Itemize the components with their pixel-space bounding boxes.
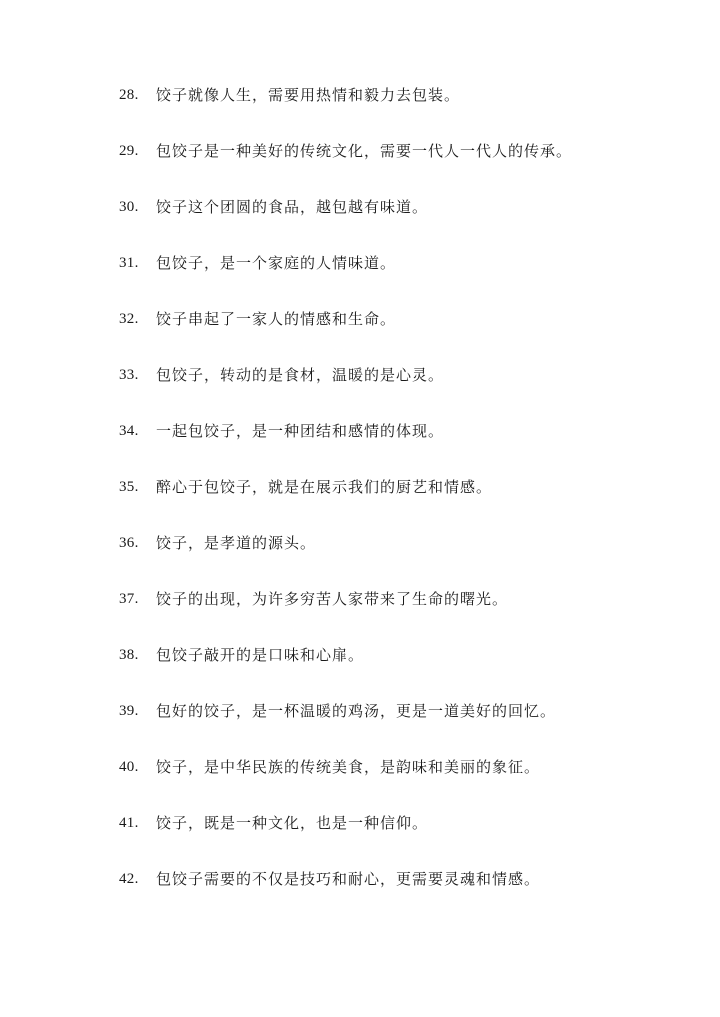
list-item: [119, 84, 679, 140]
list-item: [119, 420, 679, 476]
list-item: [119, 644, 679, 700]
item-text: 饺子这个团圆的食品，越包越有味道。: [156, 198, 429, 216]
list-item: [119, 308, 679, 364]
list-item: [119, 700, 679, 756]
item-number: 36.: [119, 535, 139, 551]
item-number: 34.: [119, 423, 139, 439]
list-item: [119, 140, 679, 196]
item-text: 包饺子，是一个家庭的人情味道。: [156, 254, 397, 272]
item-text: 饺子的出现，为许多穷苦人家带来了生命的曙光。: [156, 590, 509, 608]
item-number: 38.: [119, 647, 139, 663]
list-item: [119, 588, 679, 644]
numbered-list: [119, 84, 679, 924]
item-text: 饺子，是孝道的源头。: [156, 534, 317, 552]
item-text: 一起包饺子，是一种团结和感情的体现。: [156, 422, 445, 440]
item-number: 33.: [119, 367, 139, 383]
item-text: 包饺子是一种美好的传统文化，需要一代人一代人的传承。: [156, 142, 573, 160]
item-number: 41.: [119, 815, 139, 831]
item-number: 31.: [119, 255, 139, 271]
item-number: 42.: [119, 871, 139, 887]
list-item: [119, 532, 679, 588]
item-number: 28.: [119, 87, 139, 103]
item-number: 39.: [119, 703, 139, 719]
item-text: 包好的饺子，是一杯温暖的鸡汤，更是一道美好的回忆。: [156, 702, 557, 720]
list-item: [119, 476, 679, 532]
item-text: 包饺子敲开的是口味和心扉。: [156, 646, 365, 664]
item-text: 包饺子，转动的是食材，温暖的是心灵。: [156, 366, 445, 384]
list-item: [119, 812, 679, 868]
item-number: 40.: [119, 759, 139, 775]
item-number: 30.: [119, 199, 139, 215]
item-text: 包饺子需要的不仅是技巧和耐心，更需要灵魂和情感。: [156, 870, 541, 888]
item-number: 29.: [119, 143, 139, 159]
list-item: [119, 196, 679, 252]
item-number: 32.: [119, 311, 139, 327]
list-item: [119, 364, 679, 420]
item-text: 醉心于包饺子，就是在展示我们的厨艺和情感。: [156, 478, 493, 496]
list-item: [119, 868, 679, 924]
item-text: 饺子就像人生，需要用热情和毅力去包装。: [156, 86, 461, 104]
item-text: 饺子，既是一种文化，也是一种信仰。: [156, 814, 429, 832]
item-number: 35.: [119, 479, 139, 495]
item-text: 饺子，是中华民族的传统美食，是韵味和美丽的象征。: [156, 758, 541, 776]
item-number: 37.: [119, 591, 139, 607]
item-text: 饺子串起了一家人的情感和生命。: [156, 310, 397, 328]
list-item: [119, 252, 679, 308]
list-item: [119, 756, 679, 812]
